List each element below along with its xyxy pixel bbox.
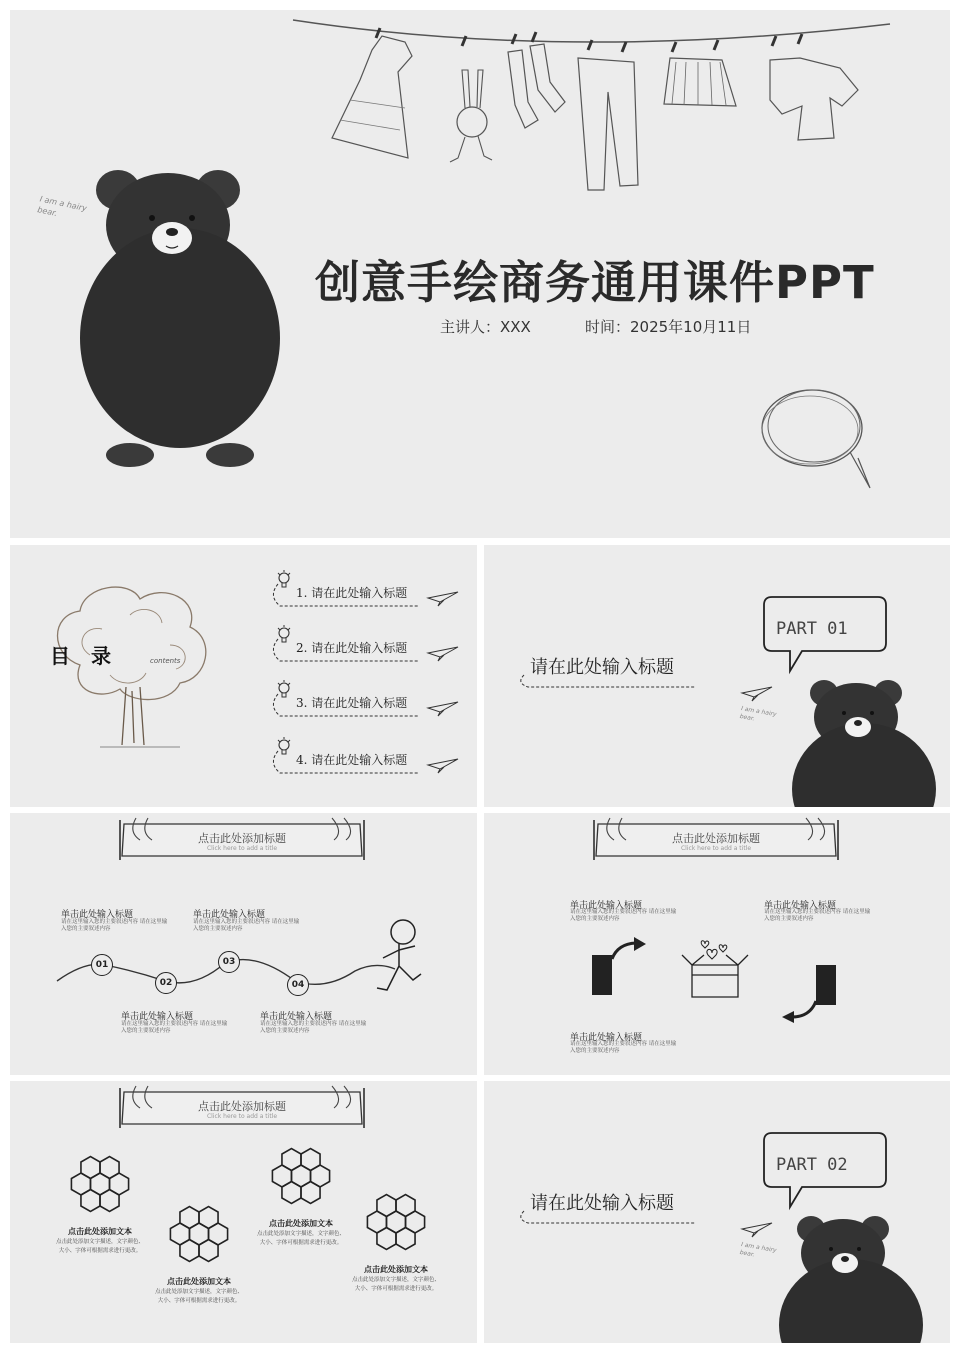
timeline-item-desc: 请在这里输入您的主要叙述内容 请在这里输入您的主要叙述内容 xyxy=(193,919,300,932)
hexagon-cell xyxy=(301,1149,320,1171)
slide-hexagons[interactable] xyxy=(10,1081,477,1343)
arrow-item-title[interactable]: 单击此处输入标题 xyxy=(570,901,643,911)
paper-plane-icon xyxy=(428,590,458,606)
hexagon-cell xyxy=(301,1182,320,1204)
curved-arrow-up-icon xyxy=(590,937,650,997)
hexagon-cell xyxy=(282,1149,301,1171)
hex-item-title[interactable]: 点击此处添加文本 xyxy=(167,1277,231,1286)
banner-title: 点击此处添加标题 xyxy=(198,832,286,845)
speaker-text[interactable]: 主讲人：XXX xyxy=(440,318,531,336)
hexagon-cell xyxy=(377,1228,396,1250)
paper-plane-icon xyxy=(428,700,458,716)
banner-title: 点击此处添加标题 xyxy=(672,832,760,845)
toc-item-label: 1. 请在此处输入标题 xyxy=(296,586,408,600)
hex-item-title[interactable]: 点击此处添加文本 xyxy=(68,1227,132,1236)
hexagon-cell xyxy=(81,1190,100,1212)
slide-part-01[interactable] xyxy=(484,545,950,807)
section-title[interactable]: 请在此处输入标题 xyxy=(530,657,674,678)
toc-item-2[interactable] xyxy=(268,625,463,665)
toc-item-label: 2. 请在此处输入标题 xyxy=(296,641,408,655)
bear-note: I am a hairy bear. xyxy=(739,705,778,723)
paper-plane-icon xyxy=(742,1221,772,1237)
page-title[interactable]: 创意手绘商务通用课件PPT xyxy=(315,256,875,309)
toc-item-3[interactable] xyxy=(268,680,463,720)
slide-timeline[interactable] xyxy=(10,813,477,1075)
bear-note: I am a hairy bear. xyxy=(739,1241,778,1259)
hex-item-desc: 点击此处添加文字描述，文字颜色、大小、字体可根据需求进行更改。 xyxy=(55,1239,144,1254)
paper-plane-icon xyxy=(428,757,458,773)
toc-title xyxy=(50,640,111,669)
hairy-bear-illustration xyxy=(779,1215,929,1343)
toc-item-label: 3. 请在此处输入标题 xyxy=(296,696,408,710)
title-banner[interactable] xyxy=(118,1086,366,1130)
timeline-item-title[interactable]: 单击此处输入标题 xyxy=(260,1012,333,1022)
banner-subtitle: Click here to add a title xyxy=(206,1113,278,1120)
arrow-item-desc: 请在这里输入您的主要叙述内容 请在这里输入您的主要叙述内容 xyxy=(570,909,677,922)
hex-item-desc: 点击此处添加文字描述，文字颜色、大小、字体可根据需求进行更改。 xyxy=(351,1277,440,1292)
timeline-node[interactable]: 04 xyxy=(287,974,309,996)
hexagon-cluster-icon xyxy=(266,1143,336,1209)
bear-note: I am a hairy bear. xyxy=(36,194,88,219)
toc-item-1[interactable] xyxy=(268,570,463,610)
hexagon-cluster-icon xyxy=(164,1201,234,1267)
timeline-item-title[interactable]: 单击此处输入标题 xyxy=(61,910,134,920)
title-banner[interactable] xyxy=(592,818,840,862)
hairy-bear-illustration xyxy=(792,679,942,807)
banner-subtitle: Click here to add a title xyxy=(206,845,278,852)
running-stickman-icon xyxy=(375,918,425,998)
hex-item-title[interactable]: 点击此处添加文本 xyxy=(269,1219,333,1228)
arrow-item-title[interactable]: 单击此处输入标题 xyxy=(764,901,837,911)
part-label: PART 01 xyxy=(776,619,848,639)
slide-arrows[interactable] xyxy=(484,813,950,1075)
curved-arrow-down-icon xyxy=(780,963,840,1023)
part-label: PART 02 xyxy=(776,1155,848,1175)
hexagon-cell xyxy=(282,1182,301,1204)
timeline-node[interactable]: 03 xyxy=(218,951,240,973)
slide-toc[interactable] xyxy=(10,545,477,807)
timeline-item-title[interactable]: 单击此处输入标题 xyxy=(193,910,266,920)
arrow-item-title[interactable]: 单击此处输入标题 xyxy=(570,1033,643,1043)
hex-item-desc: 点击此处添加文字描述，文字颜色、大小、字体可根据需求进行更改。 xyxy=(154,1289,243,1304)
toc-item-label: 4. 请在此处输入标题 xyxy=(296,753,408,767)
toc-item-4[interactable] xyxy=(268,737,463,777)
dashed-underline xyxy=(516,673,706,693)
hex-item-title[interactable]: 点击此处添加文本 xyxy=(364,1265,428,1274)
hexagon-cell xyxy=(396,1195,415,1217)
paper-plane-icon xyxy=(428,645,458,661)
speech-bubble-icon xyxy=(758,382,878,502)
timeline-item-desc: 请在这里输入您的主要叙述内容 请在这里输入您的主要叙述内容 xyxy=(121,1021,228,1034)
timeline-item-desc: 请在这里输入您的主要叙述内容 请在这里输入您的主要叙述内容 xyxy=(260,1021,367,1034)
hexagon-cell xyxy=(100,1190,119,1212)
toc-title-char: 目 xyxy=(50,644,70,668)
banner-title: 点击此处添加标题 xyxy=(198,1100,286,1113)
hexagon-cell xyxy=(100,1157,119,1179)
arrow-item-desc: 请在这里输入您的主要叙述内容 请在这里输入您的主要叙述内容 xyxy=(764,909,871,922)
hexagon-cell xyxy=(81,1157,100,1179)
title-banner[interactable] xyxy=(118,818,366,862)
hexagon-cluster-icon xyxy=(361,1189,431,1255)
timeline-item-title[interactable]: 单击此处输入标题 xyxy=(121,1012,194,1022)
hexagon-cluster-icon xyxy=(65,1151,135,1217)
paper-plane-icon xyxy=(742,685,772,701)
hexagon-cell xyxy=(199,1240,218,1262)
gift-box-icon xyxy=(680,941,750,1001)
hex-item-desc: 点击此处添加文字描述，文字颜色、大小、字体可根据需求进行更改。 xyxy=(256,1231,345,1246)
contents-word: contents xyxy=(150,657,181,665)
timeline-item-desc: 请在这里输入您的主要叙述内容 请在这里输入您的主要叙述内容 xyxy=(61,919,168,932)
section-title[interactable]: 请在此处输入标题 xyxy=(530,1193,674,1214)
slide-cover[interactable] xyxy=(10,10,950,538)
slide-part-02[interactable] xyxy=(484,1081,950,1343)
toc-title-char: 录 xyxy=(90,644,111,668)
arrow-item-desc: 请在这里输入您的主要叙述内容 请在这里输入您的主要叙述内容 xyxy=(570,1041,677,1054)
date-text[interactable]: 时间：2025年10月11日 xyxy=(585,318,752,336)
hexagon-cell xyxy=(199,1207,218,1229)
timeline-node[interactable]: 02 xyxy=(155,972,177,994)
timeline-node[interactable]: 01 xyxy=(91,954,113,976)
dashed-underline xyxy=(516,1209,706,1229)
hexagon-cell xyxy=(180,1240,199,1262)
hexagon-cell xyxy=(396,1228,415,1250)
hexagon-cell xyxy=(377,1195,396,1217)
banner-subtitle: Click here to add a title xyxy=(680,845,752,852)
hexagon-cell xyxy=(180,1207,199,1229)
